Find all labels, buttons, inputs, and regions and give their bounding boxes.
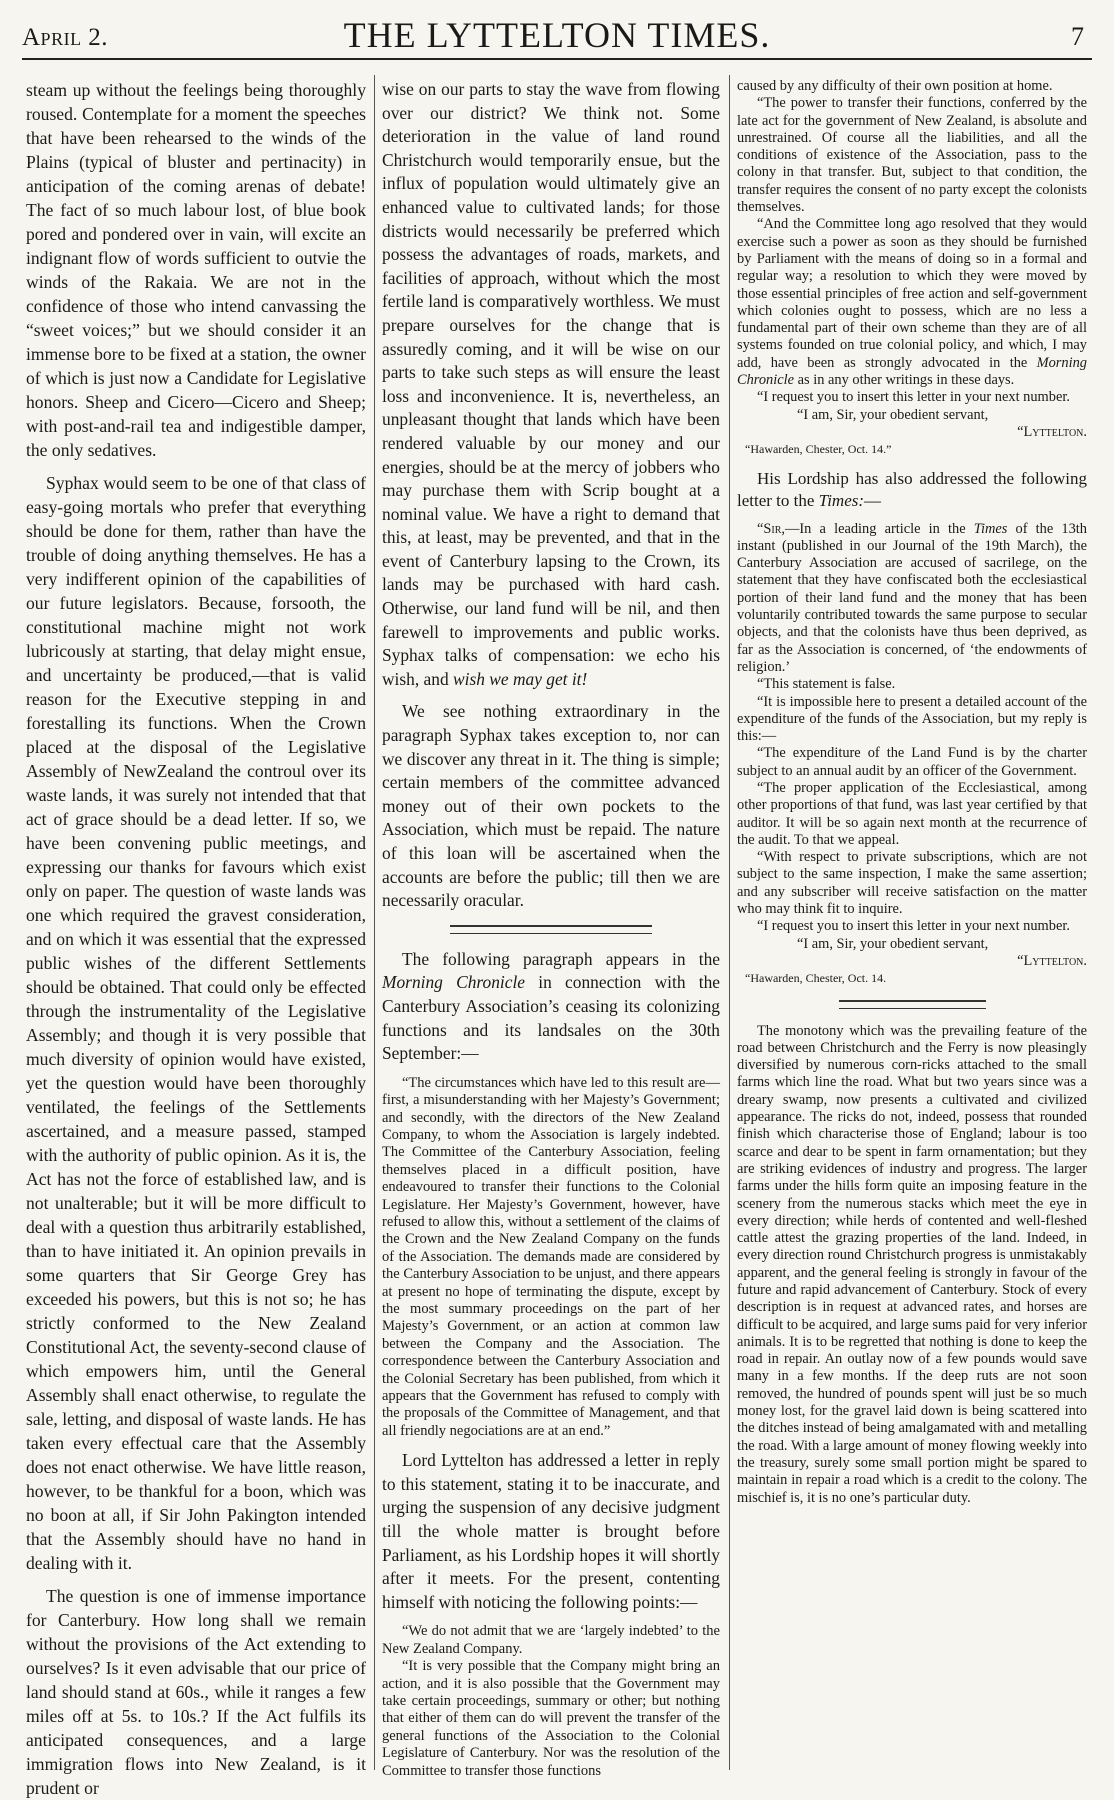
letter-paragraph: caused by any difficulty of their own position at home. <box>737 78 1053 94</box>
issue-date: April 2. <box>22 24 109 51</box>
paragraph: The question is one of immense importance for Canterbury. How long shall we remain without the provisions of the Act extending to ourselves? Is it even advisable that our price of land should stand at 60s., while it ranges a few miles off at 5s. to 10s.? If the Act fulfils its anticipated consequences, and a large immigration flows into New Zealand, is it prudent or <box>26 1586 366 1798</box>
masthead <box>22 10 1092 60</box>
letter-paragraph: “I request you to insert this letter in your next number. <box>757 918 1070 935</box>
letter-closing: “I am, Sir, your obedient servant, <box>797 406 989 423</box>
quotation: “We do not admit that we are ‘largely indebted’ to the New Zealand Company. <box>382 1623 720 1657</box>
newspaper-name: Morning Chronicle <box>382 972 526 993</box>
column-rule-left <box>374 75 375 1770</box>
letter-paragraph <box>737 216 1087 389</box>
paragraph <box>737 468 1087 512</box>
paragraph-text: His Lordship has also addressed the following letter to the <box>737 468 1087 510</box>
paragraph-text: as in any other writings in these days. <box>797 372 1015 389</box>
paragraph <box>382 948 720 1066</box>
column-3 <box>737 78 1087 1768</box>
paragraph: steam up without the feelings being thoroughly roused. Contemplate for a moment the speeches that have been rehearsed to the winds of the Plains (typical of bluster and pertinacity) in anticipation of the coming arenas of debate! The fact of so much labour lost, of blue book pored and pondered over in vain, will excite an indignant flow of words sufficient to outvie the winds of the Rakaia. We are not in the confidence of those who intend canvassing the “sweet voices;” but we should consider it an immense bore to be fixed at a station, the owner of which is just now a Candidate for Legislative honors. Sheep and Cicero—Cicero and Sheep; with post-and-rail tea and indigestible damper, the only sedatives. <box>26 80 366 460</box>
paragraph-text: of the 13th instant (published in our Journal of the 19th March), the Canterbury Association are accused of sacrilege, on the statement that they have confiscated both the ecclesiastical portion of their land fund and the money that has been voluntarily contributed towards the same purpose to secular objects, and that the colonists have thus been deprived, as far as the Association is concerned, of ‘the endowments of religion.’ <box>737 520 1087 675</box>
newspaper-title: THE LYTTELTON TIMES. <box>343 15 771 55</box>
paragraph <box>382 78 720 691</box>
letter-paragraph: “It is impossible here to present a detailed account of the expenditure of the funds of the Association, but my reply is this:— <box>737 693 1087 745</box>
letter-signature: “Lyttelton. <box>1017 952 1087 969</box>
newspaper-name: Morning Chronicle <box>737 354 1087 389</box>
paragraph: Syphax would seem to be one of that class of easy-going mortals who prefer that everything should be done for them, rather than have the trouble of doing anything themselves. He has a very indifferent opinion of the capabilities of our future legislators. Because, forsooth, the constitutional machine might not work lubricously at starting, that delay might ensue, and uncertainty be produced,—that is valid reason for the Executive stepping in and forestalling its functions. When the Crown placed at the disposal of the Legislative Assembly of NewZealand the controul over its waste lands, it was surely not intended that that act of grace should be a dead letter. If so, we have been convening public meetings, and expressing our thanks for favours which exist only on paper. The question of waste lands was one which required the gravest consideration, and on which it was essential that the expressed public wishes of the different Settlements should be obtained. That could only be effected through the instrumentality of the Legislative Assembly; and though it is very possible that much diversity of opinion would have existed, yet the question would have been thoroughly ventilated, the feelings of the Settlements ascertained, and a measure passed, stamped with the authority of public opinion. As it is, the Act has not the force of established law, and is not unalterable; but it will be more difficult to deal with a question thus arbitrarily established, than to have initiated it. An opinion prevails in some quarters that Sir George Grey has exceeded his powers, but this is not so; he has strictly conformed to the New Zealand Constitutional Act, the seventy-second clause of which empowers him, until the General Assembly shall enact otherwise, to regulate the sale, letting, and disposal of waste lands. He has taken every effectual care that the Assembly does not enact otherwise. We have little reason, however, to be thankful for a boon, which was no boon at all, if Sir John Pakington intended that the Assembly should have no hand in dealing with it. <box>26 473 366 1573</box>
paragraph-text: — <box>864 490 882 510</box>
article-paragraph: The monotony which was the prevailing feature of the road between Christchurch and the Ferry is now pleasingly diversified by numerous corn-ricks attached to the small farms which line the road. What but two years since was a dreary swamp, now presents a cultivated and civilized appearance. The ricks do not, indeed, possess that rounded finish which characterise those of England; labour is too scarce and dear to be spent in farm ornamentation; but they are striking evidences of industry and progress. The larger farms under the hills form quite an imposing feature in the scenery from the numerous stacks which meet the eye in every direction; while herds of contented and well-fleshed cattle attest the grazing properties of the land. Indeed, in every direction round Christchurch progress is unmistakably apparent, and the general feeling is strongly in favour of the future and rapid advancement of Canterbury. Stock of every description is in request at advanced rates, and horses are difficult to be acquired, and large sums paid for very inferior animals. It is to be regretted that nothing is done to keep the road in repair. An outlay now of a few pounds would save many in a few months. If the deep ruts are not soon removed, the hundred of pounds spent will just be so much money lost, for the gravel laid down is being scattered into the ditches instead of being amalgamated with and metalling the road. With a large amount of money flowing weekly into the treasury, surely some small portion might be spared to maintain in repair a road which is a credit to the colony. The mischief is, it is no one’s particular duty. <box>737 1022 1087 1506</box>
newspaper-name: Times: <box>818 490 865 510</box>
letter-dateline: “Hawarden, Chester, Oct. 14. <box>745 971 887 986</box>
page-number: 7 <box>1071 22 1084 51</box>
letter-paragraph: “With respect to private subscriptions, which are not subject to the same inspection, I make the same assertion; and any subscriber will receive satisfaction on the matter who may think fit to inquire. <box>737 849 1087 918</box>
newspaper-name: Times <box>973 520 1008 537</box>
letter-paragraph: “The expenditure of the Land Fund is by the charter subject to an annual audit by an officer of the Government. <box>737 745 1087 779</box>
quotation: “The circumstances which have led to this result are—first, a misunderstanding with her Majesty’s Government; and secondly, with the directors of the New Zealand Company, to whom the Association is largely indebted. The Committee of the Canterbury Association, feeling themselves placed in a difficult position, have endeavoured to transfer their functions to the Colonial Legislature. Her Majesty’s Government, however, have refused to allow this, without a settlement of the claims of the Crown and the New Zealand Company on the funds of the Association. The demands made are considered by the Canterbury Association to be unjust, and there appears at present no hope of terminating the dispute, except by the most summary proceedings on the part of her Majesty’s Government, or an action at common law between the Company and the Association. The correspondence between the Canterbury Association and the Colonial Secretary has been published, from which it appears that the Government has refused to comply with the proposals of the Committee of Management, and that all friendly negociations are at an end.” <box>382 1074 720 1439</box>
column-2 <box>382 78 721 1779</box>
paragraph: We see nothing extraordinary in the paragraph Syphax takes exception to, nor can we discover any threat in it. The thing is simple; certain members of the committee advanced money out of their own pockets to the Association, which must be repaid. The nature of this loan will be ascertained when the accounts are before the public; till then we are necessarily oracular. <box>382 701 720 911</box>
paragraph-text: —In a leading article in the <box>785 520 966 537</box>
letter-dateline: “Hawarden, Chester, Oct. 14.” <box>745 442 892 457</box>
letter-paragraph: “I request you to insert this letter in your next number. <box>757 389 1070 406</box>
salutation: Sir, <box>763 520 785 537</box>
paragraph-text: in connection with the Canterbury Association’s ceasing its colonizing functions and its landsales on the 30th September:— <box>382 972 721 1064</box>
letter-closing: “I am, Sir, your obedient servant, <box>797 935 989 952</box>
paragraph-text: wise on our parts to stay the wave from flowing over our district? We think not. Some deterioration in the value of land round Christchurch would temporarily ensue, but the influx of population would ultimately give an enhanced value to cultivated lands; for those districts would necessarily be preferred which possess the advantages of roads, markets, and facilities of approach, without which the most fertile land is comparatively worthless. We must prepare ourselves for the change that is assuredly coming, and it will be wise on our parts to take such steps as will ensure the least loss and inconvenience. It is, nevertheless, an unpleasant thought that lands which have been rendered valuable by our money and our energies, should be at the mercy of jobbers who may purchase them with Scrip bought at a nominal value. We have a right to demand that this, at least, may be prevented, and that in the event of Canterbury lapsing to the Crown, its lands may be purchased with hard cash. Otherwise, our land fund will be nil, and then farewell to improvements and public works. Syphax talks of compensation: we echo his wish, and <box>382 79 720 689</box>
letter-paragraph: “Sir,—In a leading article in the Times of the 13th instant (published in our Journal of the 19th March), the Canterbury Association are accused of sacrilege, on the statement that they have confiscated both the ecclesiastical portion of their land fund and the money that has been voluntarily contributed towards the same purpose to secular objects, and that the colonists have thus been deprived, as far as the Association is concerned, of ‘the endowments of religion.’ <box>737 520 1087 675</box>
quotation: “It is very possible that the Company might bring an action, and it is also possible that the Government may take certain proceedings, summary or other; but nothing that either of them can do will prevent the transfer of the general functions of the Association to the Colonial Legislature of Canterbury. Nor was the resolution of the Committee to transfer those functions <box>382 1658 720 1779</box>
letter-paragraph: “The power to transfer their functions, conferred by the late act for the government of New Zealand, is absolute and unrestrained. Of course all the liabilities, and all the conditions of existence of the Association, pass to the colony in that transfer. But, subject to that condition, the transfer requires the consent of no party except the colonists themselves. <box>737 95 1087 216</box>
letter-signature: “Lyttelton. <box>1017 423 1087 440</box>
column-rule-right <box>729 75 730 1770</box>
italic-phrase: wish we may get it! <box>453 668 588 689</box>
section-divider <box>839 1000 986 1009</box>
letter-paragraph: “This statement is false. <box>757 676 896 693</box>
paragraph-text: “And the Committee long ago resolved that they would exercise such a power as soon as they should be furnished by Parliament with the means of doing so in a formal and regular way; a resolution to which they were moved by those essential principles of free action and self-government which colonies ought to possess, which are no less a fundamental part of their own scheme than they are of all systems founded on true colonial policy, and which, I may add, have been as strongly advocated in the <box>737 216 1087 371</box>
section-divider <box>450 925 653 934</box>
paragraph-text: The following paragraph appears in the <box>402 948 720 969</box>
paragraph: Lord Lyttelton has addressed a letter in reply to this statement, stating it to be inaccurate, and urging the suspension of any decisive judgment till the whole matter is brought before Parliament, as his Lordship hopes it will shortly after it meets. For the present, contenting himself with noticing the following points:— <box>382 1450 720 1612</box>
letter-paragraph: “The proper application of the Ecclesiastical, among other proportions of that fund, was last year certified by that auditor. It will be so again next month at the recurrence of the audit. To that we appeal. <box>737 779 1087 848</box>
column-1 <box>26 78 366 1798</box>
